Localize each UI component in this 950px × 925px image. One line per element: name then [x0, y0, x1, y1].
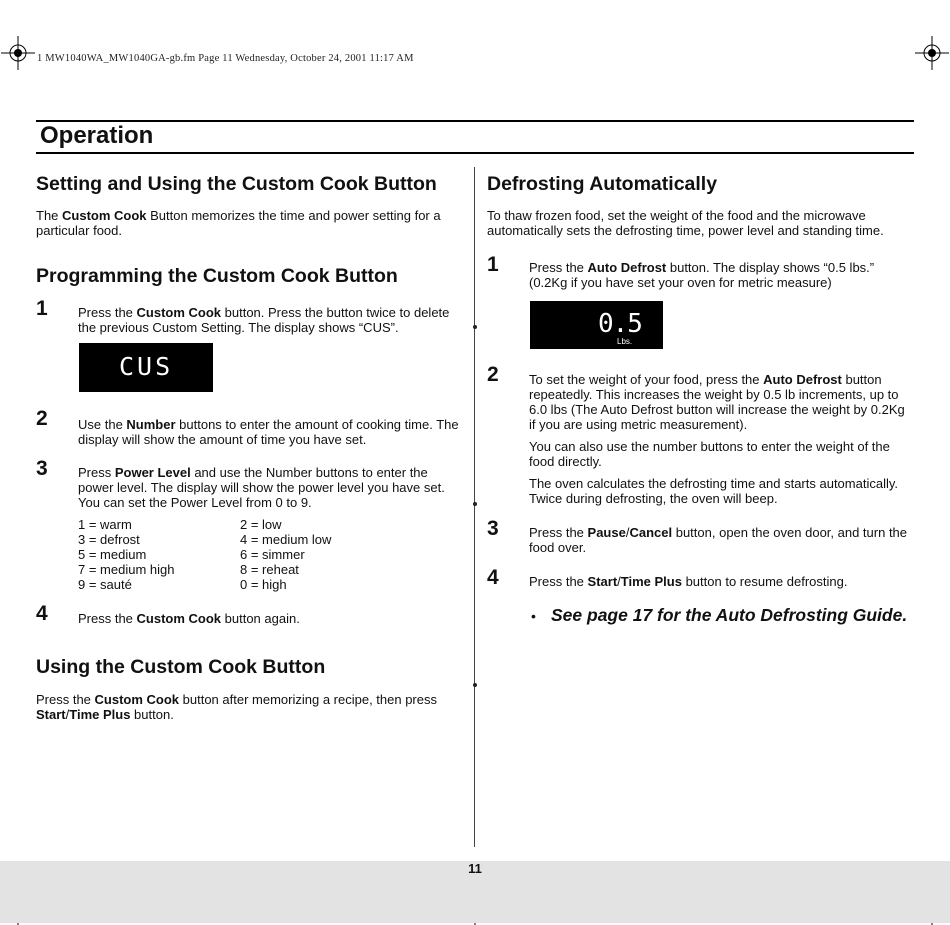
step-number: 2	[487, 363, 499, 386]
power-level-row: 3 = defrost 4 = medium low	[78, 532, 332, 547]
section-heading-defrosting: Defrosting Automatically	[487, 173, 718, 195]
title-rule-top	[36, 120, 914, 122]
step-text: Press the Custom Cook button. Press the button twice to delete the previous Custom Setting. The display shows “CUS”.	[78, 305, 450, 335]
step-text: Press the Custom Cook button again.	[78, 611, 300, 626]
step-text: Press the Auto Defrost button. The display shows “0.5 lbs.” (0.2Kg if you have set your oven for metric measure)	[529, 260, 875, 290]
step-text: Use the Number buttons to enter the amount of cooking time. The display will show the amount of time you have set.	[78, 417, 459, 447]
page-number: 11	[468, 861, 482, 876]
section-intro: The Custom Cook Button memorizes the time and power setting for a particular food.	[36, 208, 441, 238]
bullet-icon: •	[531, 608, 536, 624]
registration-mark-icon	[915, 36, 949, 70]
step-text: Press Power Level and use the Number buttons to enter the power level. The display will show the power level you have set. You can set the Power Level from 0 to 9.	[78, 465, 445, 510]
step-text: Press the Pause/Cancel button, open the oven door, and turn the food over.	[529, 525, 908, 555]
section-intro: To thaw frozen food, set the weight of the food and the microwave automatically sets the defrosting time, power level and standing time.	[487, 208, 884, 238]
display-panel	[530, 301, 663, 349]
step-extra: You can also use the number buttons to enter the weight of the food directly.	[529, 439, 890, 469]
divider-dot	[473, 502, 477, 506]
step-number: 2	[36, 407, 48, 430]
display-readout: 0.5	[598, 309, 642, 339]
power-level-row: 1 = warm 2 = low	[78, 517, 282, 532]
step-text: To set the weight of your food, press the Auto Defrost button repeatedly. This increases the weight by 0.5 lb increments, up to 6.0 lbs (The Auto Defrost button will increase the weight by 0.2Kg if you are using metric measurement).	[529, 372, 905, 432]
step-number: 1	[487, 253, 499, 276]
file-meta: 1 MW1040WA_MW1040GA-gb.fm Page 11 Wednesday, October 24, 2001 11:17 AM	[37, 53, 414, 64]
divider-dot	[473, 325, 477, 329]
section-body: Press the Custom Cook button after memorizing a recipe, then press Start/Time Plus button.	[36, 692, 437, 722]
section-heading-setting-custom-cook: Setting and Using the Custom Cook Button	[36, 173, 437, 195]
title-rule-bottom	[36, 152, 914, 154]
step-number: 4	[36, 602, 48, 625]
power-level-row: 5 = medium 6 = simmer	[78, 547, 305, 562]
column-divider	[474, 167, 475, 847]
step-number: 3	[487, 517, 499, 540]
power-level-table	[78, 517, 331, 592]
step-extra: The oven calculates the defrosting time and starts automatically. Twice during defrosting, the oven will beep.	[529, 476, 899, 506]
display-readout: CUS	[119, 352, 174, 381]
section-heading-programming: Programming the Custom Cook Button	[36, 265, 398, 287]
page-title: Operation	[40, 122, 154, 149]
step-number: 1	[36, 297, 48, 320]
step-number: 4	[487, 566, 499, 589]
power-level-row: 9 = sauté 0 = high	[78, 577, 287, 592]
reference-note: See page 17 for the Auto Defrosting Guide.	[551, 605, 908, 625]
step-text: Press the Start/Time Plus button to resume defrosting.	[529, 574, 848, 589]
registration-mark-icon	[1, 36, 35, 70]
display-panel	[79, 343, 213, 392]
display-unit: Lbs.	[617, 337, 633, 346]
power-level-row: 7 = medium high 8 = reheat	[78, 562, 299, 577]
step-number: 3	[36, 457, 48, 480]
divider-dot	[473, 683, 477, 687]
section-heading-using-custom-cook: Using the Custom Cook Button	[36, 656, 326, 678]
